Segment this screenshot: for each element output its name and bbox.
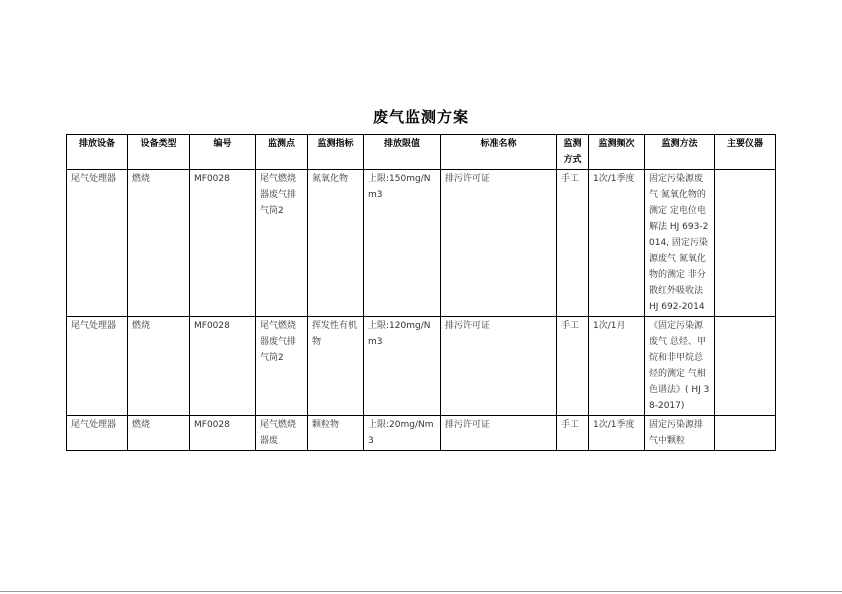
table-cell: 固定污染源废气 氮氧化物的测定 定电位电解法 HJ 693-2014, 固定污染源废气 氮氧化物的测定 非分散红外吸收法 HJ 692-2014 bbox=[645, 170, 715, 317]
table-cell: 《固定污染源废气 总烃、甲烷和非甲烷总烃的测定 气相色谱法》( HJ 38-2017) bbox=[645, 317, 715, 416]
table-row bbox=[67, 317, 776, 416]
table-cell: 挥发性有机物 bbox=[308, 317, 364, 416]
table-cell: MF0028 bbox=[190, 317, 256, 416]
page-title: 废气监测方案 bbox=[372, 108, 469, 126]
table-cell: MF0028 bbox=[190, 416, 256, 451]
table-cell: 尾气处理器 bbox=[67, 317, 128, 416]
table-cell: 排污许可证 bbox=[441, 416, 557, 451]
header-cell: 监测方式 bbox=[557, 135, 589, 170]
header-cell: 标准名称 bbox=[441, 135, 557, 170]
table-cell: 上限:20mg/Nm3 bbox=[364, 416, 441, 451]
table-row bbox=[67, 170, 776, 317]
header-cell: 编号 bbox=[190, 135, 256, 170]
table-cell: 尾气燃烧器废气排气筒2 bbox=[256, 170, 308, 317]
header-cell: 设备类型 bbox=[128, 135, 190, 170]
table-cell: 尾气燃烧器废气排气筒2 bbox=[256, 317, 308, 416]
table-cell: 手工 bbox=[557, 317, 589, 416]
table-cell: 氮氧化物 bbox=[308, 170, 364, 317]
header-cell: 监测指标 bbox=[308, 135, 364, 170]
table-cell: 燃烧 bbox=[128, 416, 190, 451]
table-cell: 1次/1季度 bbox=[589, 170, 645, 317]
table-cell: 尾气处理器 bbox=[67, 170, 128, 317]
table-cell: 上限:120mg/Nm3 bbox=[364, 317, 441, 416]
table-cell: 1次/1季度 bbox=[589, 416, 645, 451]
header-cell: 监测频次 bbox=[589, 135, 645, 170]
header-cell: 主要仪器 bbox=[715, 135, 776, 170]
table-cell: 排污许可证 bbox=[441, 170, 557, 317]
table-cell: 尾气处理器 bbox=[67, 416, 128, 451]
header-cell: 监测点 bbox=[256, 135, 308, 170]
table-cell: 1次/1月 bbox=[589, 317, 645, 416]
table-cell: MF0028 bbox=[190, 170, 256, 317]
header-row bbox=[67, 135, 776, 170]
table-cell bbox=[715, 416, 776, 451]
table-cell: 排污许可证 bbox=[441, 317, 557, 416]
table-row bbox=[67, 416, 776, 451]
table-cell bbox=[715, 170, 776, 317]
table-cell bbox=[715, 317, 776, 416]
table-cell: 燃烧 bbox=[128, 317, 190, 416]
header-cell: 排放限值 bbox=[364, 135, 441, 170]
monitoring-table bbox=[66, 134, 776, 451]
table-cell: 手工 bbox=[557, 170, 589, 317]
table-cell: 颗粒物 bbox=[308, 416, 364, 451]
header-cell: 监测方法 bbox=[645, 135, 715, 170]
header-cell: 排放设备 bbox=[67, 135, 128, 170]
page-bottom-divider bbox=[0, 591, 842, 592]
table-cell: 手工 bbox=[557, 416, 589, 451]
table-cell: 固定污染源排气中颗粒 bbox=[645, 416, 715, 451]
table-cell: 上限:150mg/Nm3 bbox=[364, 170, 441, 317]
table-cell: 燃烧 bbox=[128, 170, 190, 317]
table-cell: 尾气燃烧器废 bbox=[256, 416, 308, 451]
